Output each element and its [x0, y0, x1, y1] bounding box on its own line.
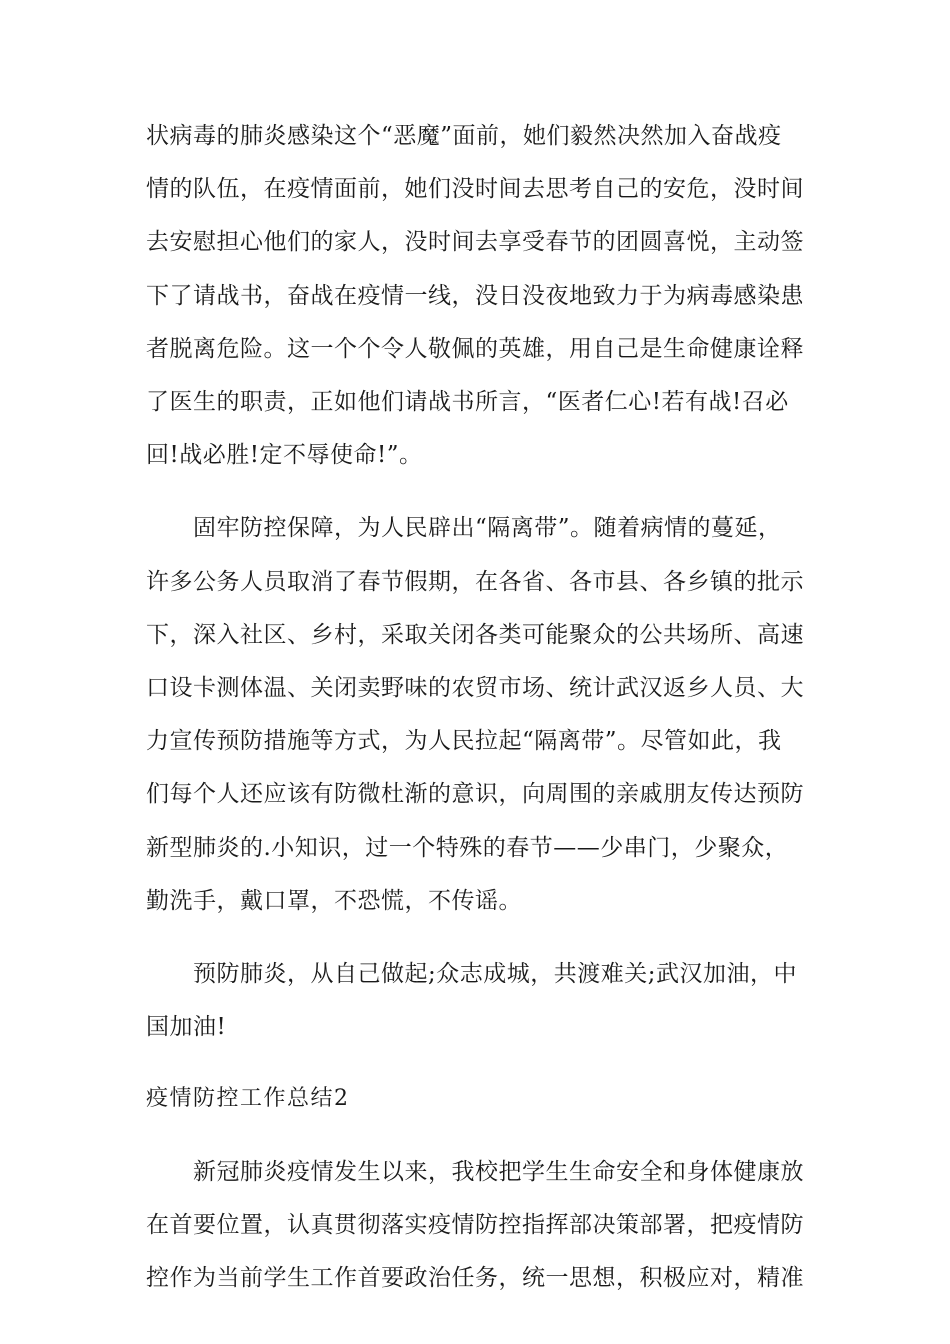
paragraph-1-line-4: 下了请战书，奋战在疫情一线，没日没夜地致力于为病毒感染患	[146, 283, 804, 309]
paragraph-2-line-4: 口设卡测体温、关闭卖野味的农贸市场、统计武汉返乡人员、大	[146, 675, 804, 701]
paragraph-2-line-8: 勤洗手，戴口罩，不恐慌，不传谣。	[146, 888, 522, 914]
paragraph-1-line-3: 去安慰担心他们的家人，没时间去享受春节的团圆喜悦，主动签	[146, 229, 804, 255]
paragraph-4-line-2: 在首要位置，认真贯彻落实疫情防控指挥部决策部署，把疫情防	[146, 1212, 804, 1238]
paragraph-3-line-2: 国加油!	[146, 1014, 227, 1040]
paragraph-2-line-5: 力宣传预防措施等方式，为人民拉起“隔离带”。尽管如此，我	[146, 728, 782, 754]
paragraph-2-line-2: 许多公务人员取消了春节假期，在各省、各市县、各乡镇的批示	[146, 569, 804, 595]
paragraph-1-line-5: 者脱离危险。这一个个令人敬佩的英雄，用自己是生命健康诠释	[146, 336, 804, 362]
paragraph-3-line-1: 预防肺炎，从自己做起;众志成城，共渡难关;武汉加油，中	[146, 961, 797, 987]
paragraph-1-line-2: 情的队伍，在疫情面前，她们没时间去思考自己的安危，没时间	[146, 176, 804, 202]
paragraph-2-line-3: 下，深入社区、乡村，采取关闭各类可能聚众的公共场所、高速	[146, 622, 804, 648]
paragraph-2-line-1: 固牢防控保障，为人民辟出“隔离带”。随着病情的蔓延，	[146, 515, 782, 541]
paragraph-4-line-3: 控作为当前学生工作首要政治任务，统一思想，积极应对，精准	[146, 1265, 804, 1291]
paragraph-4-line-1: 新冠肺炎疫情发生以来，我校把学生生命安全和身体健康放	[146, 1159, 804, 1185]
paragraph-2-line-6: 们每个人还应该有防微杜渐的意识，向周围的亲戚朋友传达预防	[146, 781, 804, 807]
paragraph-2-line-7: 新型肺炎的.小知识，过一个特殊的春节——少串门，少聚众，	[146, 835, 789, 861]
paragraph-1-line-6: 了医生的职责，正如他们请战书所言，“医者仁心!若有战!召必	[146, 389, 789, 415]
paragraph-1-line-1: 状病毒的肺炎感染这个“恶魔”面前，她们毅然决然加入奋战疫	[146, 123, 782, 149]
paragraph-1-line-7: 回!战必胜!定不辱使命!”。	[146, 442, 423, 468]
section-heading: 疫情防控工作总结2	[146, 1086, 350, 1111]
